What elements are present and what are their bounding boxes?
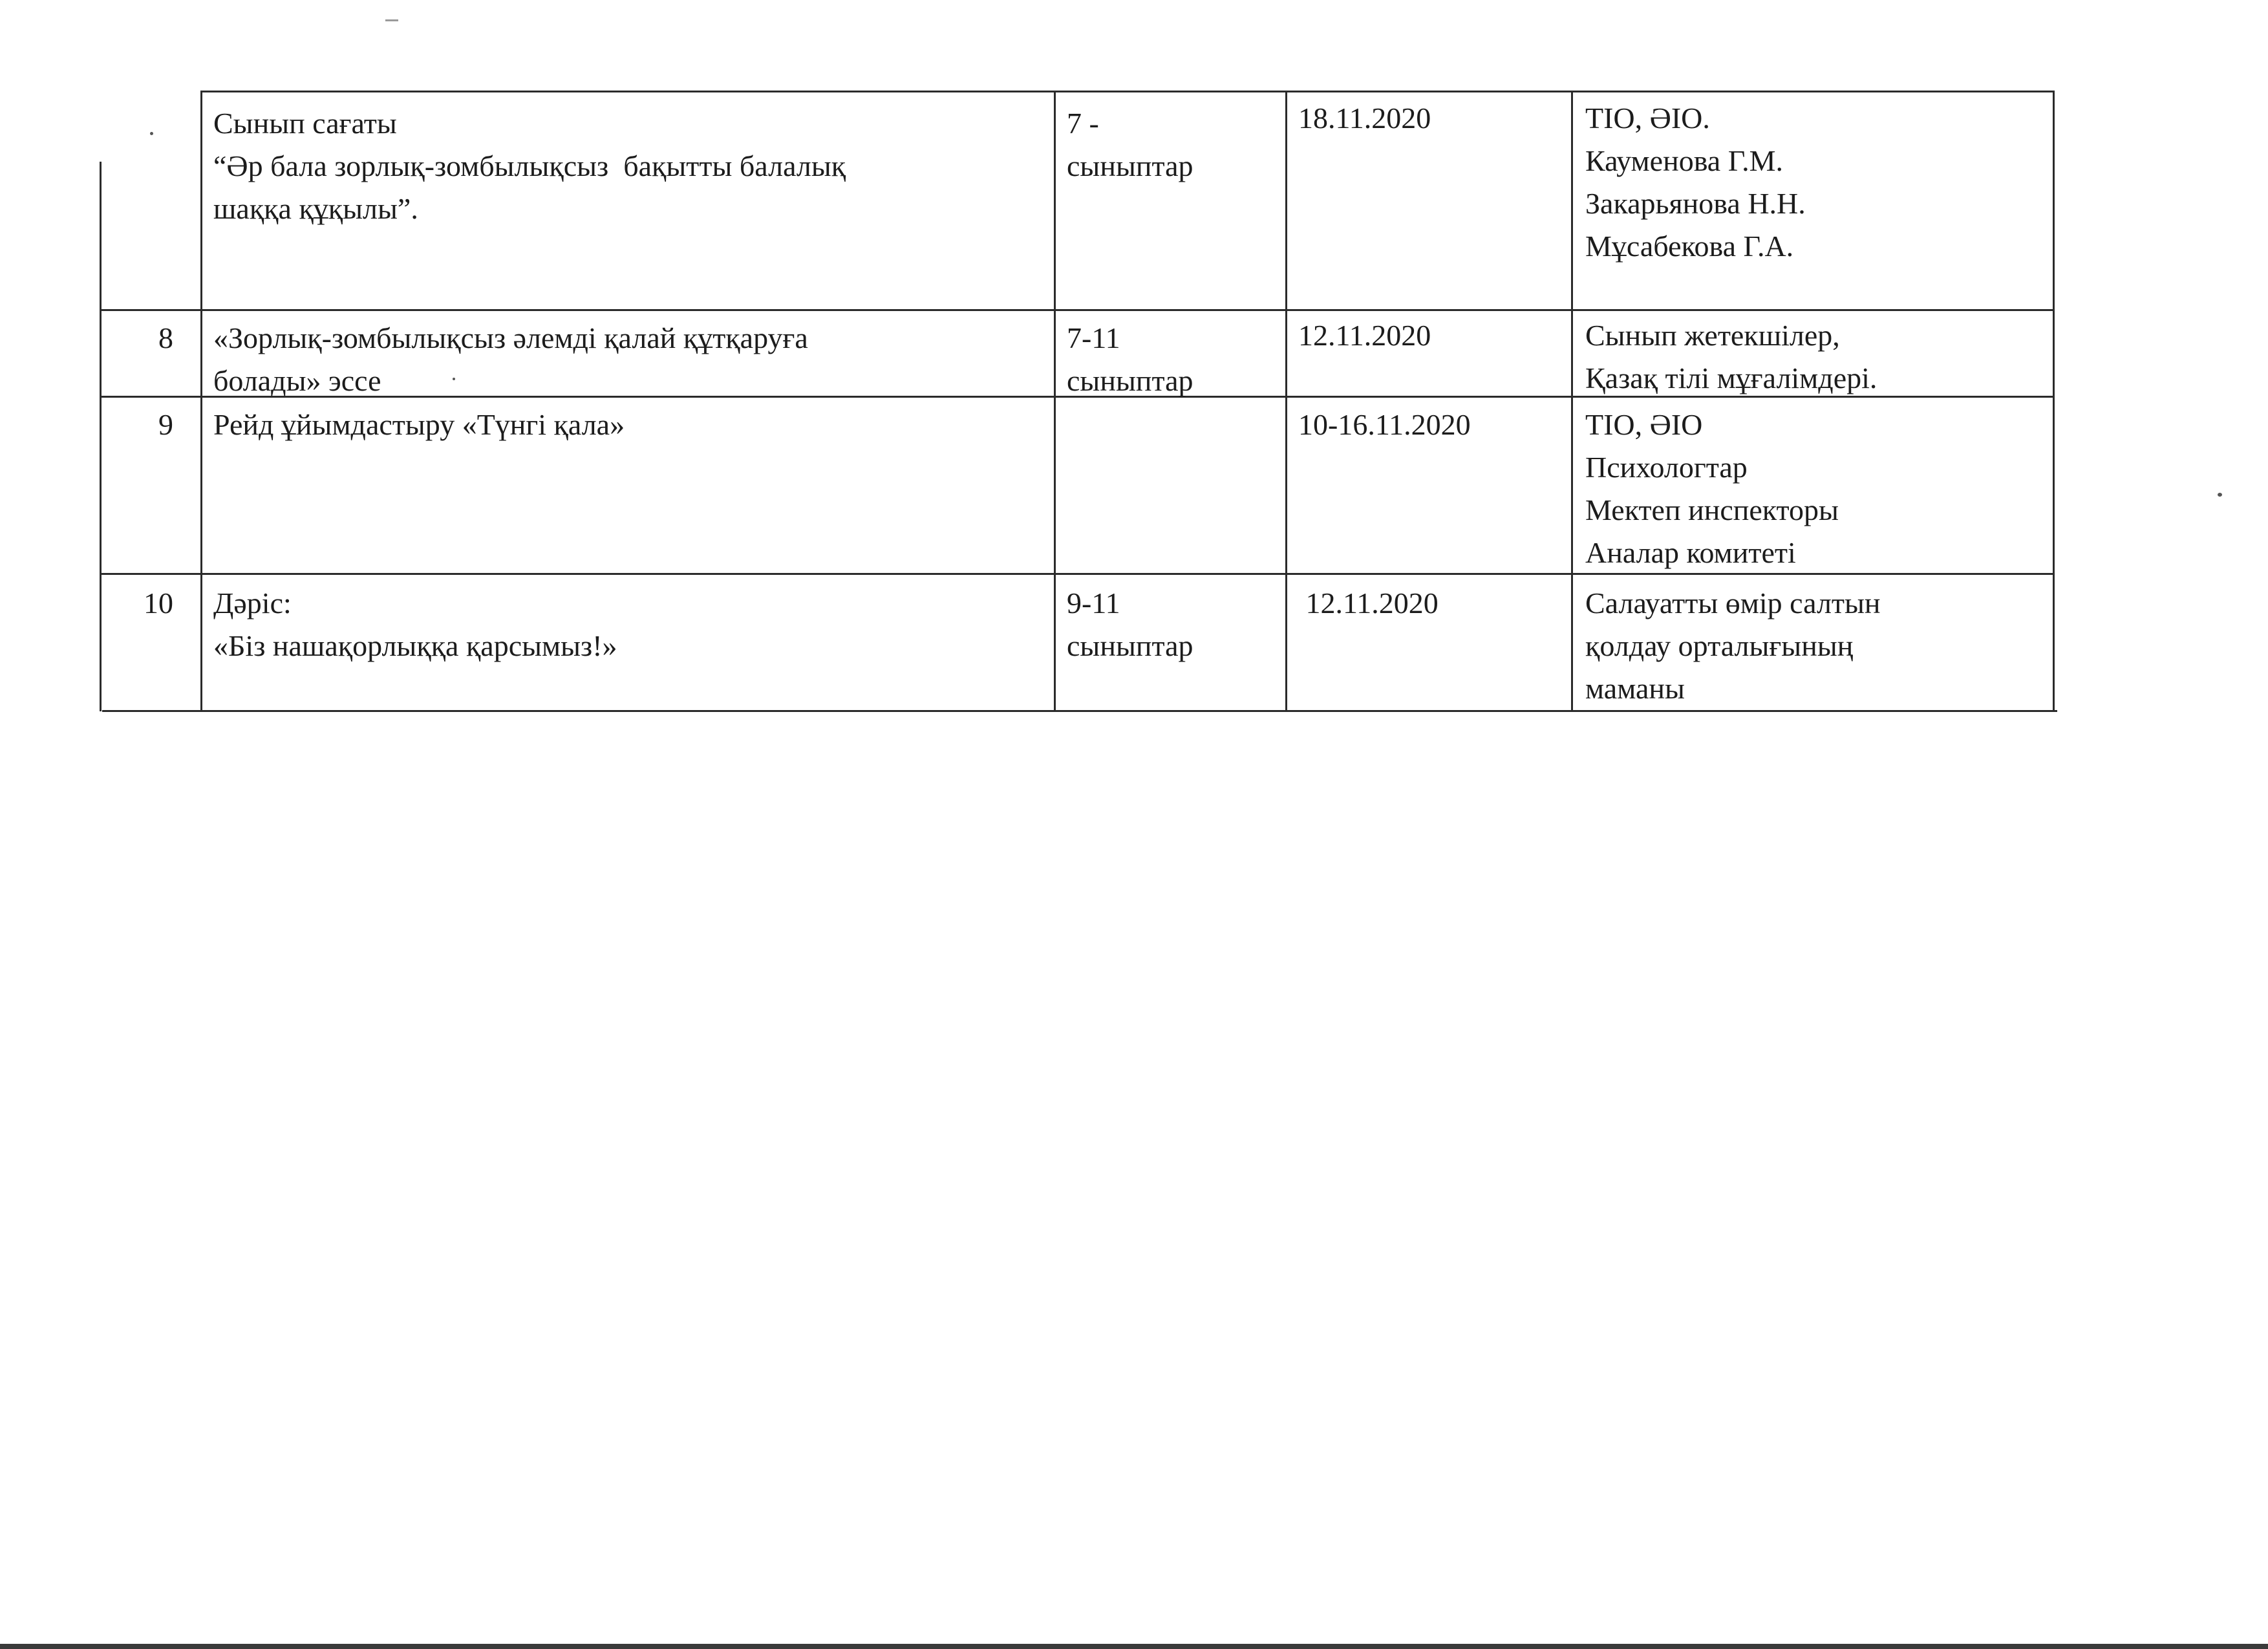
row-4-grades-line-2: сыныптар [1067, 629, 1193, 662]
row-4-responsible-line-2: қолдау орталығының [1585, 629, 1854, 662]
row-3-number: 9 [158, 408, 173, 441]
col-divider-3 [1285, 91, 1287, 711]
row-divider-1 [100, 309, 2055, 311]
row-4-grades-line-1: 9-11 [1067, 587, 1120, 620]
row-1-responsible-line-4: Мұсабекова Г.А. [1585, 230, 1794, 263]
row-2-event-line-1: «Зорлық-зомбылықсыз әлемді қалай құтқаруға [213, 321, 808, 354]
row-1-event-line-1: Сынып сағаты [213, 107, 397, 140]
row-2-grades-line-2: сыныптар [1067, 364, 1193, 397]
row-1-responsible-line-1: ТІО, ӘІО. [1585, 102, 1710, 135]
row-4-event-line-1: Дәріс: [213, 587, 292, 620]
table-border-top [202, 91, 2055, 92]
row-4-responsible-line-3: маманы [1585, 672, 1685, 705]
col-divider-2 [1054, 91, 1056, 711]
row-1-grades-line-1: 7 - [1067, 107, 1099, 140]
row-1-date: 18.11.2020 [1298, 102, 1431, 135]
row-1-responsible-line-2: Кауменова Г.М. [1585, 144, 1784, 177]
row-3-responsible-line-1: ТІО, ӘІО [1585, 408, 1703, 441]
scan-speck [2218, 493, 2222, 497]
row-3-responsible-line-4: Аналар комитеті [1585, 536, 1796, 569]
col-divider-1 [200, 91, 202, 711]
row-4-date: 12.11.2020 [1298, 587, 1439, 620]
row-1-event-line-3: шаққа құқылы”. [213, 192, 418, 225]
row-2-grades-line-1: 7-11 [1067, 321, 1120, 354]
row-1-grades-line-2: сыныптар [1067, 149, 1193, 182]
row-4-responsible-line-1: Салауатты өмір салтын [1585, 587, 1881, 620]
table-border-right [2053, 91, 2055, 711]
col-divider-4 [1571, 91, 1573, 711]
row-3-responsible-line-3: Мектеп инспекторы [1585, 493, 1839, 526]
scan-bottom-edge [0, 1644, 2268, 1649]
row-2-event-line-2: болады» эссе [213, 364, 381, 397]
row-2-number: 8 [158, 321, 173, 354]
table-border-bottom [102, 710, 2057, 712]
row-1-event-line-2: “Әр бала зорлық-зомбылықсыз бақытты балалық [213, 149, 846, 182]
table-border-left [100, 162, 102, 711]
scan-speck [453, 378, 455, 380]
row-2-date: 12.11.2020 [1298, 319, 1431, 352]
row-4-event-line-2: «Біз нашақорлыққа қарсымыз!» [213, 629, 617, 662]
row-3-responsible-line-2: Психологтар [1585, 451, 1748, 484]
row-3-event-line-1: Рейд ұйымдастыру «Түнгі қала» [213, 408, 625, 441]
row-4-number: 10 [144, 587, 173, 620]
row-3-date: 10-16.11.2020 [1298, 408, 1471, 441]
row-2-responsible-line-1: Сынып жетекшілер, [1585, 319, 1840, 352]
scan-speck [150, 132, 153, 135]
row-2-responsible-line-2: Қазақ тілі мұғалімдері. [1585, 361, 1878, 394]
row-1-responsible-line-3: Закарьянова Н.Н. [1585, 187, 1806, 220]
